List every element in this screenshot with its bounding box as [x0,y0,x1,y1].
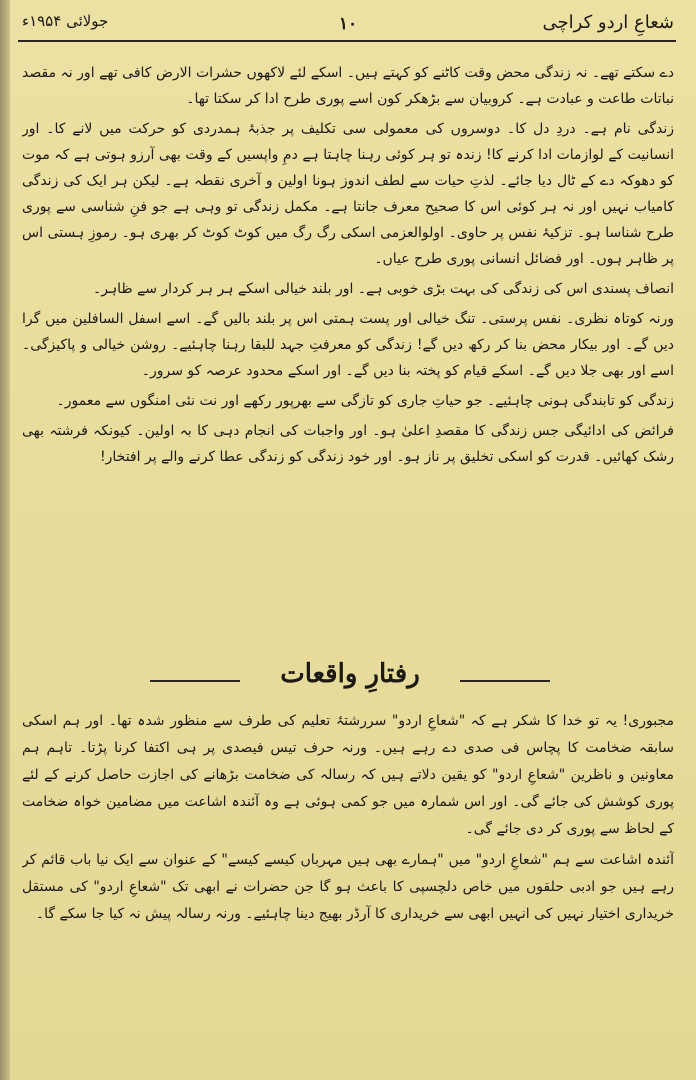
essay-paragraph: ورنہ کوتاہ نظری۔ نفس پرستی۔ تنگ خیالی اور پست ہمتی اس پر بلند بالیں گے۔ اسے اسفل السافلین میں گرا دیں گے۔ اور بیکار محض بنا کر رکھ دیں گے! زندگی کو معرفتِ جہد للبقا رہنا چاہئیے۔ روشن خیالی و پاکیزگی۔ اسے اور بھی جلا دیں گے۔ اسکے قیام کو پختہ بنا دیں گے۔ اور اسکے محدود عرصہ کو سرور۔ [22,311,674,379]
section-title: رفتارِ واقعات [280,659,420,689]
essay-paragraph: دے سکتے تھے۔ نہ زندگی محض وقت کاٹنے کو کہتے ہیں۔ اسکے لئے لاکھوں حشرات الارض کافی تھے اور نہ مقصد نباتات طاعت و عبادت ہے۔ کروبیان سے بڑھکر کون اسے پوری طرح ادا کر سکتا تھا۔ [22,65,674,107]
section-heading [150,650,550,698]
issue-date: جولائی ۱۹۵۴ء [22,12,109,30]
essay-paragraph: زندگی کو تابندگی ہونی چاہئیے۔ جو حیاتِ جاری کو تازگی سے بھرپور رکھے اور نت نئی امنگوں سے معمور۔ [56,393,674,409]
page-header [22,8,674,42]
news-paragraph: مجبوری! یہ تو خدا کا شکر ہے کہ "شعاعِ اردو" سررشتۂ تعلیم کی طرف سے منظور شدہ تھا۔ اور ہم اسکی سابقہ ضخامت کا پچاس فی صدی دے رہے ہیں۔ ورنہ حرف تیس فیصدی پر ہی اکتفا کرنا پڑتا۔ تاہم ہم معاونین و ناظرین "شعاعِ اردو" کو یقین دلاتے ہیں کہ رسالہ کی ضخامت بڑھانے کی اجازت حاصل کرنے کے لئے پوری کوشش کی جائے گی۔ اور اس شمارہ میں جو کمی ہوئی ہے وہ آئندہ اشاعت میں مضامین خواہ ضخامت کے لحاظ سے پوری کر دی جائے گی۔ [22,713,674,837]
essay-paragraph: زندگی نام ہے۔ دردِ دل کا۔ دوسروں کی معمولی سی تکلیف پر جذبۂ ہمدردی کو حرکت میں لانے کا۔ اور انسانیت کے لوازمات ادا کرنے کا! زندہ تو ہر کوئی رہنا چاہتا ہے دمِ واپسیں کے وقت بھی آرزو ہوتی ہے کہ موت کو دھوکہ دے کے ٹال دیا جائے۔ لذتِ حیات سے لطف اندوز ہونا اولین و آخری نقطہ ہے۔ لیکن ہر ایک کی زندگی کامیاب نہیں اور نہ ہر کوئی اس کا صحیح معرف جانتا ہے۔ مکمل زندگی تو وہی ہے جو فنِ شناسی سے پوری طرح شناسا ہو۔ تزکیۂ نفس پر حاوی۔ اولوالعزمی اسکی رگ رگ میں کوٹ کوٹ کر بھری ہو۔ رموزِ ہستی اس پر ظاہر ہوں۔ اور فضائل انسانی پوری طرح عیاں۔ [22,121,674,267]
essay-paragraph: انصاف پسندی اس کی زندگی کی بہت بڑی خوبی ہے۔ اور بلند خیالی اسکے ہر ہر کردار سے ظاہر۔ [93,281,674,297]
news-section [22,708,674,1058]
page-spine-shadow [0,0,10,1080]
essay-section [22,60,674,564]
journal-title: شعاعِ اردو کراچی [542,12,674,33]
heading-rule-right [460,680,550,682]
heading-rule-left [150,680,240,682]
essay-paragraph: فرائض کی ادائیگی جس زندگی کا مقصدِ اعلیٰ ہو۔ اور واجبات کی انجام دہی کا بہ اولین۔ کیونکہ فرشتہ بھی رشک کھائیں۔ قدرت کو اسکی تخلیق پر ناز ہو۔ اور خود زندگی کو زندگی عطا کرنے والے پر افتخار! [22,423,674,465]
header-rule [18,40,676,42]
page-number: ۱۰ [338,14,358,34]
news-paragraph: آئندہ اشاعت سے ہم "شعاعِ اردو" میں "ہمارے بھی ہیں مہرباں کیسے کیسے" کے عنوان سے ایک نیا باب قائم کر رہے ہیں جو ادبی حلقوں میں خاص دلچسپی کا باعث ہو گا جن حضرات نے ابھی تک "شعاعِ اردو" کی مستقل خریداری اختیار نہیں کی انہیں ابھی سے خریداری کا آرڈر بھیج دینا چاہئیے۔ ورنہ رسالہ پیش نہ کیا جا سکے گا۔ [22,852,674,922]
